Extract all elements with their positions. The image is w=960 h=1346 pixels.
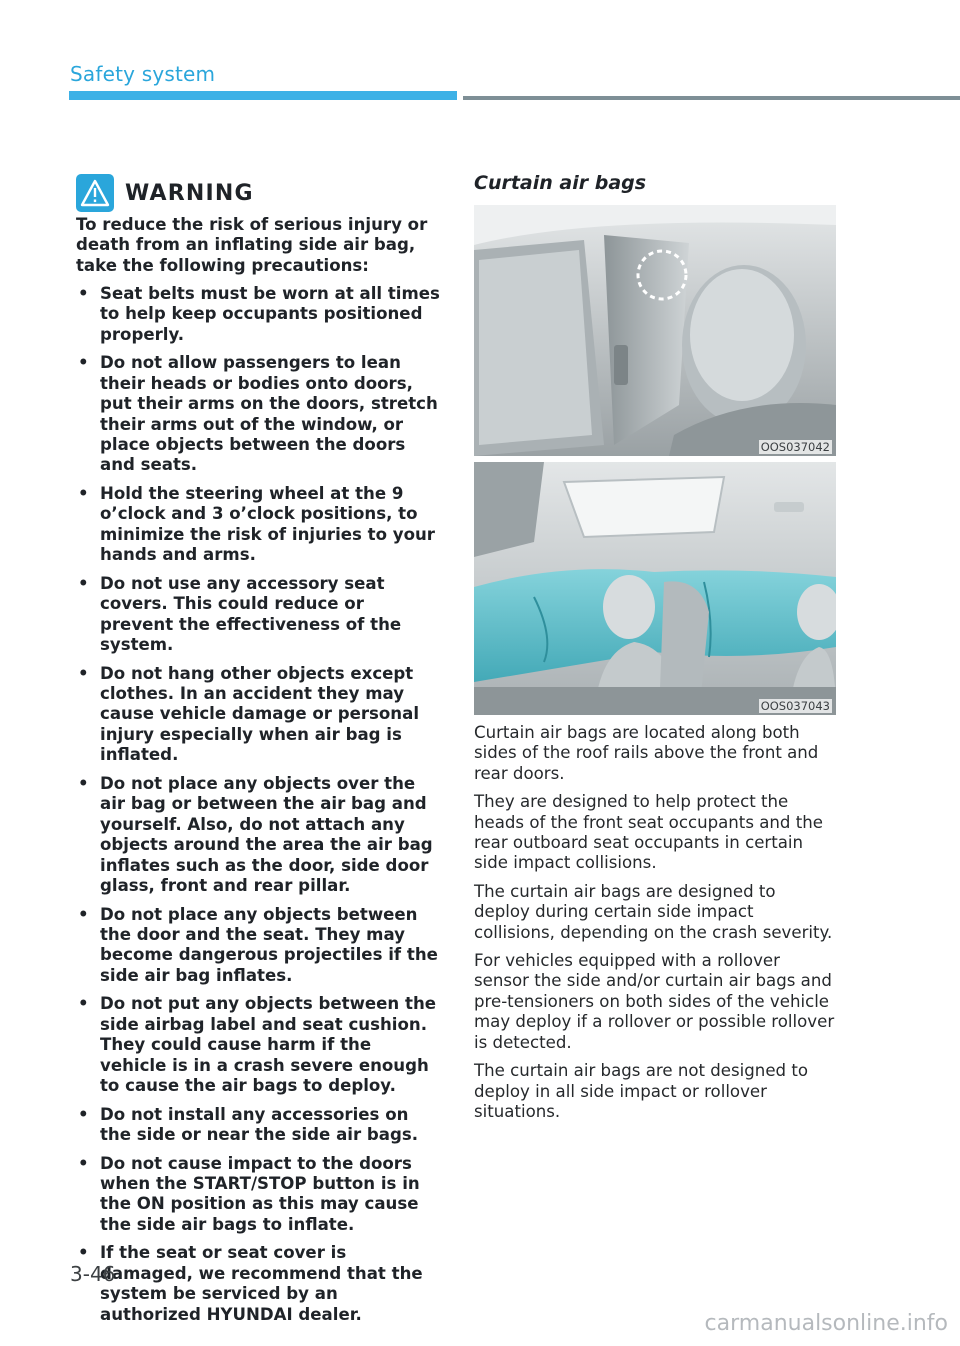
body-paragraph: The curtain air bags are not designed to deploy in all side impact or rollover situations. xyxy=(474,1061,808,1121)
header-rule-gray xyxy=(463,96,960,100)
warning-label: WARNING xyxy=(125,180,254,206)
body-paragraph: The curtain air bags are designed to deploy during certain side impact collisions, depending on the crash severity. xyxy=(474,881,833,942)
warning-item: • Do not allow passengers to lean their heads or bodies onto doors, put their arms on the doors, stretch their arms out of the window, or place objects between the doors and seats. xyxy=(76,353,440,475)
warning-item: • Do not place any objects over the air bag or between the air bag and yourself. Also, do not attach any objects around the area the air bag inflates such as the door, side door glass, front and rear pillar. xyxy=(76,774,440,896)
body-paragraph: They are designed to help protect the heads of the front seat occupants and the rear outboard seat occupants in certain side impact collisions. xyxy=(474,792,823,873)
warning-item: • If the seat or seat cover is damaged, we recommend that the system be serviced by an authorized HYUNDAI dealer. xyxy=(76,1243,440,1325)
pillar-illustration xyxy=(474,205,836,456)
warning-item: • Do not place any objects between the door and the seat. They may become dangerous projectiles if the side air bag inflates. xyxy=(76,905,440,987)
figure-curtain-deployed xyxy=(474,462,836,715)
warning-item: • Hold the steering wheel at the 9 o’clock and 3 o’clock positions, to minimize the risk of injuries to your hands and arms. xyxy=(76,484,440,566)
warning-item: • Do not hang other objects except clothes. In an accident they may cause vehicle damage or personal injury especially when air bag is inflated. xyxy=(76,664,440,766)
warning-item: • Do not put any objects between the side airbag label and seat cushion. They could cause harm if the vehicle is in a crash severe enough to cause the air bags to deploy. xyxy=(76,994,440,1096)
figure-code: OOS037042 xyxy=(760,440,830,454)
warning-intro: To reduce the risk of serious injury or death from an inflating side air bag, take the following precautions: xyxy=(76,215,428,275)
watermark: carmanualsonline.info xyxy=(704,1311,948,1336)
warning-item: • Seat belts must be worn at all times to help keep occupants positioned properly. xyxy=(76,284,440,345)
warning-icon xyxy=(76,174,114,212)
curtain-body xyxy=(474,723,836,1130)
warning-list xyxy=(76,284,440,1333)
curtain-title: Curtain air bags xyxy=(474,172,647,194)
curtain-illustration xyxy=(474,462,836,715)
page-number: 3-46 xyxy=(70,1262,116,1286)
section-title: Safety system xyxy=(70,62,216,86)
figure-pillar-airbag xyxy=(474,205,836,456)
figure-code: OOS037043 xyxy=(760,699,830,713)
warning-item: • Do not use any accessory seat covers. This could reduce or prevent the effectiveness of the system. xyxy=(76,574,440,656)
warning-item: • Do not install any accessories on the side or near the side air bags. xyxy=(76,1105,440,1146)
body-paragraph: For vehicles equipped with a rollover sensor the side and/or curtain air bags and pre-tensioners on both sides of the vehicle may deploy if a rollover or possible rollover is detected. xyxy=(474,951,835,1052)
header-rule-blue xyxy=(69,91,457,100)
warning-item: • Do not cause impact to the doors when the START/STOP button is in the ON position as this may cause the side air bags to inflate. xyxy=(76,1154,440,1236)
body-paragraph: Curtain air bags are located along both sides of the roof rails above the front and rear doors. xyxy=(474,723,819,783)
warning-header xyxy=(76,174,254,212)
